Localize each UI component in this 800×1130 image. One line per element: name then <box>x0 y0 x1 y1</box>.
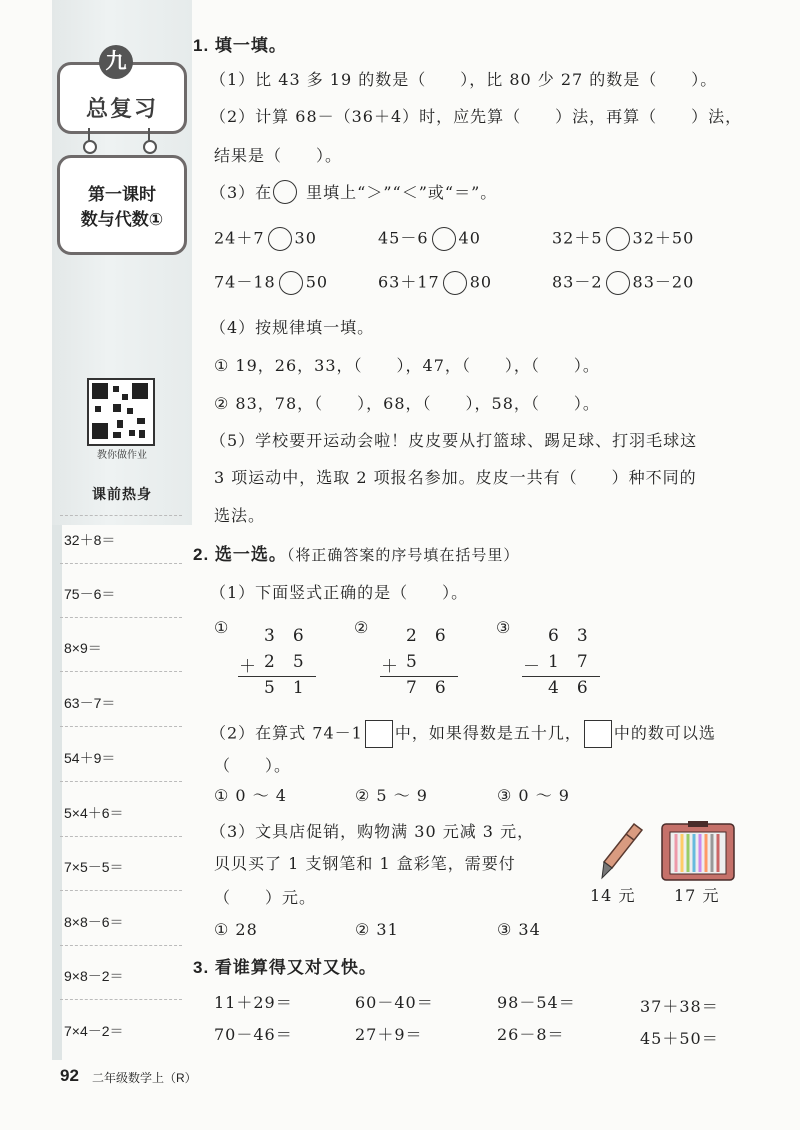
vertical-calc-3: ③ 63 － 17 46 <box>496 618 606 698</box>
compare-item: 32＋5 32＋50 <box>552 227 694 251</box>
divider <box>60 836 182 837</box>
q3-item: 98－54＝ <box>497 993 576 1012</box>
lesson-subtitle: 数与代数① <box>80 210 164 229</box>
vertical-calc-2: ② 26 ＋ 5 76 <box>354 618 464 698</box>
warmup-item: 5×4＋6＝ <box>64 805 124 821</box>
compare-circle-icon[interactable] <box>606 227 630 251</box>
q2-title: 2. 选一选。 <box>193 545 287 564</box>
crayon-price: 17 元 <box>674 886 720 905</box>
q1-part5-line2: 3 项运动中，选取 2 项报名参加。皮皮一共有（ ）种不同的 <box>214 468 697 487</box>
divider <box>60 515 182 516</box>
warmup-item: 8×9＝ <box>64 640 102 656</box>
q2-part3-line1: （3）文具店促销，购物满 30 元减 3 元， <box>210 822 535 841</box>
q2-title-row <box>193 545 519 565</box>
q2-part2-opt3: ③ 0 ～ 9 <box>497 786 570 805</box>
warmup-item: 54＋9＝ <box>64 750 116 766</box>
q2-note: （将正确答案的序号填在括号里） <box>286 546 520 564</box>
compare-item: 24＋7 30 <box>214 227 317 251</box>
unit-number: 九 <box>99 45 133 79</box>
crayon-box-icon <box>658 820 738 884</box>
compare-circle-icon[interactable] <box>268 227 292 251</box>
q2-part2-opt2: ② 5 ～ 9 <box>355 786 428 805</box>
divider <box>60 945 182 946</box>
warmup-item: 8×8－6＝ <box>64 914 124 930</box>
qr-label: 教你做作业 <box>97 450 147 461</box>
divider <box>60 617 182 618</box>
compare-circle-icon <box>273 180 297 204</box>
q2-part3-opt2: ② 31 <box>355 920 399 939</box>
q2-part2-answer: （ ）。 <box>214 756 292 775</box>
blank-box[interactable] <box>365 720 393 748</box>
compare-circle-icon[interactable] <box>443 271 467 295</box>
q3-item: 70－46＝ <box>214 1025 293 1044</box>
compare-circle-icon[interactable] <box>432 227 456 251</box>
hook-icon <box>83 140 97 154</box>
divider <box>60 563 182 564</box>
qr-code-icon[interactable] <box>87 378 155 446</box>
compare-item: 63＋17 80 <box>378 271 492 295</box>
lesson-title: 第一课时 <box>88 185 156 204</box>
q1-title: 1. 填一填。 <box>193 36 287 55</box>
q3-title: 3. 看谁算得又对又快。 <box>193 958 377 977</box>
q2-part3-opt1: ① 28 <box>214 920 258 939</box>
q1-part4: （4）按规律填一填。 <box>210 318 375 337</box>
q1-part5-line1: （5）学校要开运动会啦！皮皮要从打篮球、踢足球、打羽毛球这 <box>210 431 698 450</box>
q1-part1: （1）比 43 多 19 的数是（ ），比 80 少 27 的数是（ ）。 <box>210 70 718 89</box>
q3-item: 27＋9＝ <box>355 1025 423 1044</box>
warmup-item: 9×8－2＝ <box>64 968 124 984</box>
vertical-calc-1: ① 36 ＋ 25 51 <box>214 618 322 698</box>
hook-icon <box>143 140 157 154</box>
q3-item: 37＋38＝ <box>640 997 719 1016</box>
unit-title: 总复习 <box>85 96 158 121</box>
divider <box>60 671 182 672</box>
warmup-item: 32＋8＝ <box>64 532 116 548</box>
divider <box>60 781 182 782</box>
divider <box>60 726 182 727</box>
divider <box>60 999 182 1000</box>
hook-line <box>88 128 90 142</box>
divider <box>60 890 182 891</box>
pen-icon <box>596 820 646 882</box>
q2-part1: （1）下面竖式正确的是（ ）。 <box>210 583 469 602</box>
warmup-item: 63－7＝ <box>64 695 116 711</box>
q3-item: 26－8＝ <box>497 1025 565 1044</box>
warmup-item: 75－6＝ <box>64 586 116 602</box>
q1-part3: （3）在 里填上“＞”“＜”或“＝”。 <box>210 183 498 202</box>
q2-part3-line3: （ ）元。 <box>214 888 317 907</box>
compare-circle-icon[interactable] <box>279 271 303 295</box>
q2-part3-opt3: ③ 34 <box>497 920 541 939</box>
q1-part4-seq1: ① 19，26，33，（ ），47，（ ），（ ）。 <box>214 356 600 375</box>
q1-part2: （2）计算 68－（36＋4）时，应先算（ ）法，再算（ ）法， <box>210 107 743 126</box>
compare-item: 45－6 40 <box>378 227 481 251</box>
q1-part5-line3: 选法。 <box>214 506 266 525</box>
blank-box[interactable] <box>584 720 612 748</box>
q2-part2: （2）在算式 74－1 中，如果得数是五十几， 中的数可以选 <box>210 720 716 748</box>
book-title: 二年级数学上（R） <box>92 1071 197 1085</box>
compare-item: 74－18 50 <box>214 271 328 295</box>
q1-part2-result: 结果是（ ）。 <box>214 146 343 165</box>
compare-circle-icon[interactable] <box>606 271 630 295</box>
q3-item: 60－40＝ <box>355 993 434 1012</box>
hook-line <box>148 128 150 142</box>
warmup-item: 7×5－5＝ <box>64 859 124 875</box>
q1-part4-seq2: ② 83，78，（ ），68，（ ），58，（ ）。 <box>214 394 600 413</box>
q2-part3-line2: 贝贝买了 1 支钢笔和 1 盒彩笔，需要付 <box>214 854 516 873</box>
q3-item: 11＋29＝ <box>214 993 293 1012</box>
warmup-item: 7×4－2＝ <box>64 1023 124 1039</box>
warmup-title: 课前热身 <box>92 486 152 502</box>
q2-part2-opt1: ① 0 ～ 4 <box>214 786 287 805</box>
pen-price: 14 元 <box>590 886 636 905</box>
page-number: 92 <box>60 1066 79 1085</box>
q3-item: 45＋50＝ <box>640 1029 719 1048</box>
compare-item: 83－2 83－20 <box>552 271 694 295</box>
